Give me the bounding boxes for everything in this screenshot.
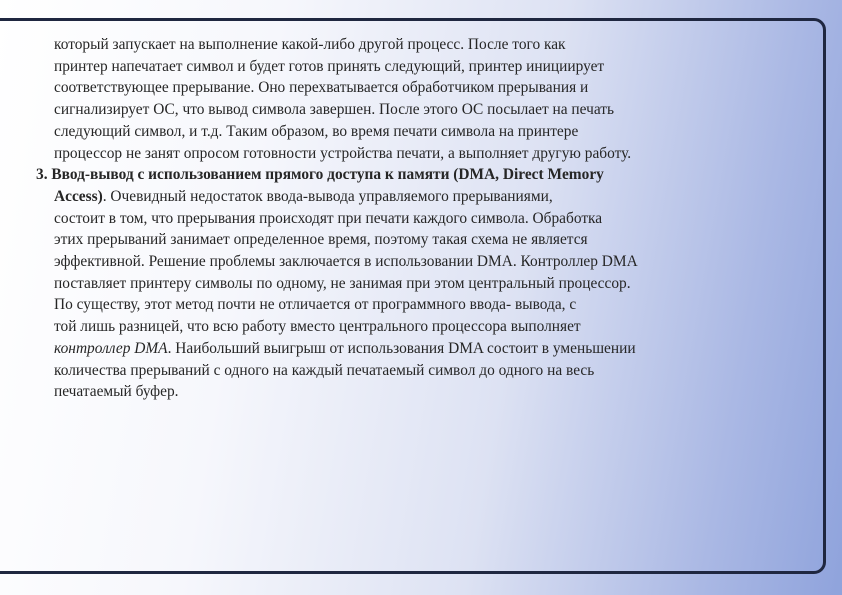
text-line	[36, 186, 826, 208]
list-item-number: 3.	[36, 166, 48, 184]
text-line: печатаемый буфер.	[54, 383, 179, 401]
text-line: соответствующее прерывание. Оно перехватывается обработчиком прерывания и	[54, 79, 589, 97]
text-line: этих прерываний занимает определенное время, поэтому такая схема не является	[54, 231, 588, 249]
text-line: процессор не занят опросом готовности устройства печати, а выполняет другую работу.	[54, 144, 632, 162]
italic-term: контроллер DMA	[54, 339, 168, 357]
slide-text	[36, 34, 826, 403]
text-fragment: . Очевидный недостаток ввода-вывода управляемого прерываниями,	[102, 187, 553, 205]
text-line: эффективной. Решение проблемы заключается в использовании DMA. Контроллер DMA	[54, 253, 638, 271]
text-line: поставляет принтеру символы по одному, не занимая при этом центральный процессор.	[54, 274, 631, 292]
text-line: По существу, этот метод почти не отличается от программного ввода- вывода, с	[54, 296, 577, 314]
list-item-heading: Ввод-вывод с использованием прямого доступа к памяти (DMA, Direct Memory	[51, 166, 604, 184]
text-line: сигнализирует ОС, что вывод символа завершен. После этого ОС посылает на печать	[54, 101, 615, 119]
text-line: состоит в том, что прерывания происходят при печати каждого символа. Обработка	[54, 209, 603, 227]
text-fragment: . Наибольший выигрыш от использования DMA состоит в уменьшении	[167, 339, 636, 357]
list-item-3-heading	[36, 164, 826, 186]
text-line: который запускает на выполнение какой-либо другой процесс. После того как	[54, 36, 566, 53]
list-item-heading-cont: Access)	[54, 187, 103, 205]
text-line: той лишь разницей, что всю работу вместо центрального процессора выполняет	[54, 318, 581, 336]
text-line: следующий символ, и т.д. Таким образом, во время печати символа на принтере	[54, 122, 579, 140]
text-line: принтер напечатает символ и будет готов принять следующий, принтер инициирует	[54, 57, 605, 75]
text-line	[36, 338, 826, 360]
text-line: количества прерываний с одного на каждый печатаемый символ до одного на весь	[54, 361, 595, 379]
